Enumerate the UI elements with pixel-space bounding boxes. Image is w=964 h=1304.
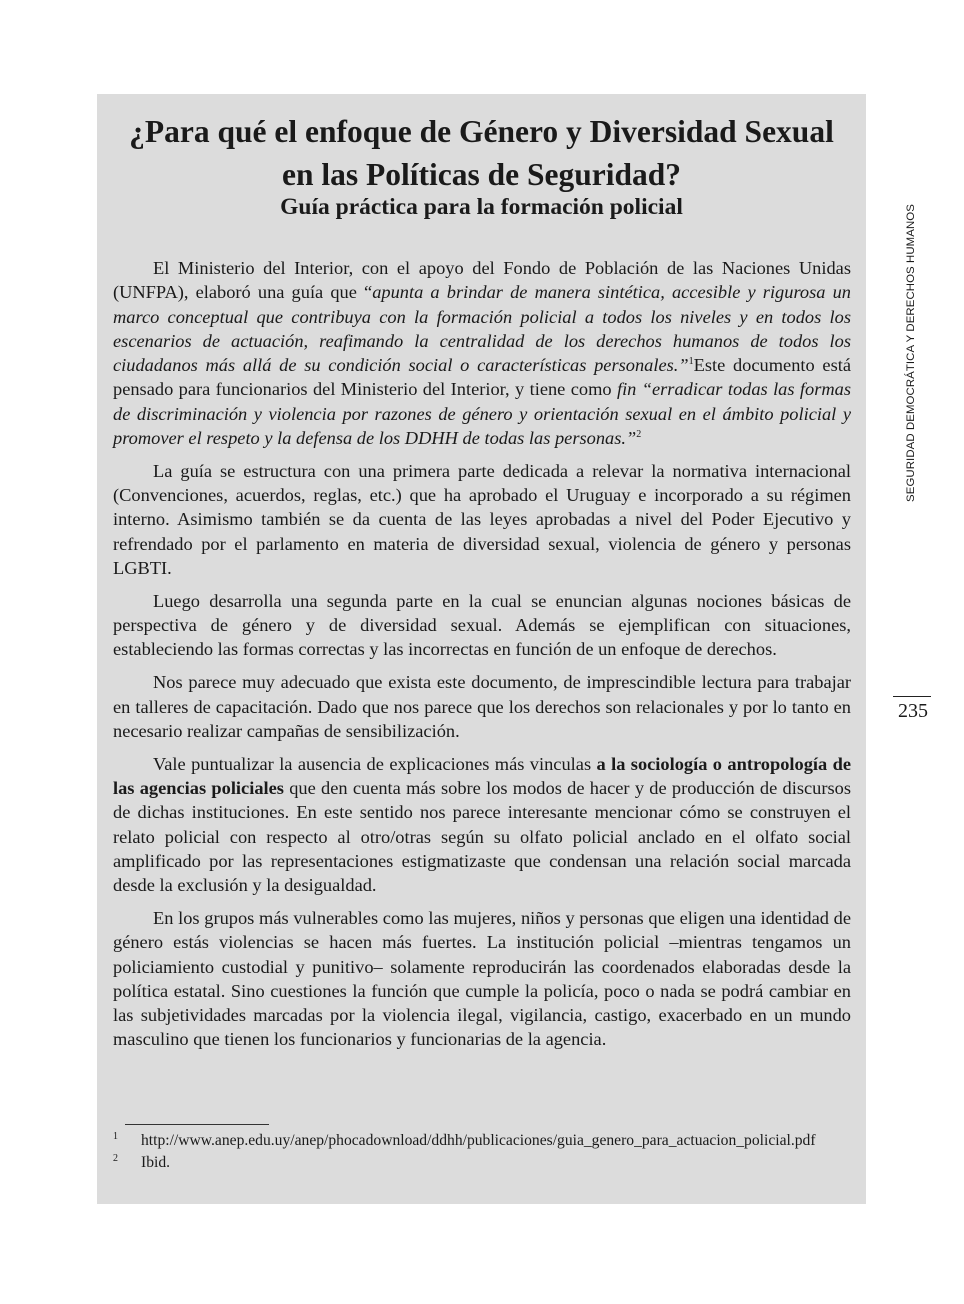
content-box (97, 94, 866, 1204)
paragraph-5 (113, 752, 851, 898)
footnote-text: Ibid. (141, 1154, 171, 1171)
page-subtitle: Guía práctica para la formación policial (280, 194, 683, 220)
p5-text-a: Vale puntualizar la ausencia de explicaciones más vinculas (153, 753, 597, 774)
running-head-text: SEGURIDAD DEMOCRÁTICA Y DERECHOS HUMANOS (905, 204, 917, 502)
p1-text-b: Este documento está pensado para funcionarios del Ministerio del Interior, y tiene como (113, 355, 851, 400)
paragraph-6: En los grupos más vulnerables como las mujeres, niños y personas que eligen una identidad de género estás violencias se hacen más fuertes. La institución policial –mientras tengamos un policiamiento custodial y punitivo– solamente reproducirán las coordenados elaboradas desde la política estatal. Sino cuestiones la función que cumple la policía, poco o nada se podrá cambiar en las subjetividades marcadas por la violencia ilegal, vigilancia, castigo, exacerbado en un mundo masculino que tienen los funcionarios y funcionarias de la agencia. (113, 907, 851, 1050)
title-line-1: ¿Para qué el enfoque de Género y Diversidad Sexual (129, 114, 834, 149)
footnote-link[interactable]: http://www.anep.edu.uy/anep/phocadownload/ddhh/publicaciones/guia_genero_para_actuacion_policial.pdf (141, 1132, 816, 1149)
title-line-2: en las Políticas de Seguridad? (281, 157, 682, 192)
footnote-1: 1 http://www.anep.edu.uy/anep/phocadownload/ddhh/publicaciones/guia_genero_para_actuacion_policial.pdf (113, 1130, 816, 1149)
page-title (97, 110, 866, 196)
paragraph-4: Nos parece muy adecuado que exista este documento, de imprescindible lectura para trabajar en talleres de capacitación. Dado que nos parece que los derechos son relacionales y por lo tanto en necesario realizar campañas de sensibilización. (113, 672, 851, 741)
paragraph-2: La guía se estructura con una primera parte dedicada a relevar la normativa internacional (Convenciones, acuerdos, reglas, etc.) que ha aprobado el Uruguay e incorporado a su régimen interno. Asimismo también se da cuenta de las leyes aprobadas a nivel del Poder Ejecutivo y refrendado por el parlamento en materia de diversidad sexual, violencia de género y personas LGBTI. (113, 460, 851, 579)
p5-bold: a la sociología o antropología de las agencias policiales (113, 753, 851, 798)
p5-text-b: que den cuenta más sobre los modos de hacer y de producción de discursos de dichas instituciones. En este sentido nos parece interesante mencionar cómo se construyen el relato policial con respecto al otro/otras según su olfato policial anclado en el olfato social amplificado por las representaciones estigmatizaste que condensan una relación social marcada desde la exclusión y la desigualdad. (113, 777, 851, 896)
footnote-ref-1[interactable]: 1 (688, 356, 694, 368)
p1-quote-1: apunta a brindar de manera sintética, accesible y rigurosa un marco conceptual que contribuya con la formación policial a todos los niveles y en todos los escenarios de actuación, reafimando la centralidad de los derechos humanos de todos los ciudadanos más allá de su condición social o características personales.” (113, 282, 851, 376)
paragraph-1 (113, 256, 851, 450)
footnotes (113, 1130, 851, 1174)
paragraph-3: Luego desarrolla una segunda parte en la cual se enuncian algunas nociones básicas de perspectiva de género y de diversidad sexual. Además se ejemplifican con situaciones, estableciendo las formas correctas y las incorrectas en función de un enfoque de derechos. (113, 590, 851, 660)
page-number-rule (893, 696, 931, 697)
p1-text-a: El Ministerio del Interior, con el apoyo del Fondo de Población de las Naciones Unidas (UNFPA), elaboró una guía que “ (113, 258, 851, 303)
footnote-ref-2[interactable]: 2 (636, 428, 642, 440)
p1-quote-2: fin “erradicar todas las formas de discriminación y violencia por razones de género y orientación sexual en el ámbito policial y promover el respeto y la defensa de los DDHH de todas las personas.” (113, 379, 851, 449)
body-text (113, 256, 851, 1060)
footnote-2: 2 Ibid. (113, 1152, 171, 1171)
footnote-divider (125, 1124, 269, 1125)
page-number: 235 (898, 700, 928, 722)
